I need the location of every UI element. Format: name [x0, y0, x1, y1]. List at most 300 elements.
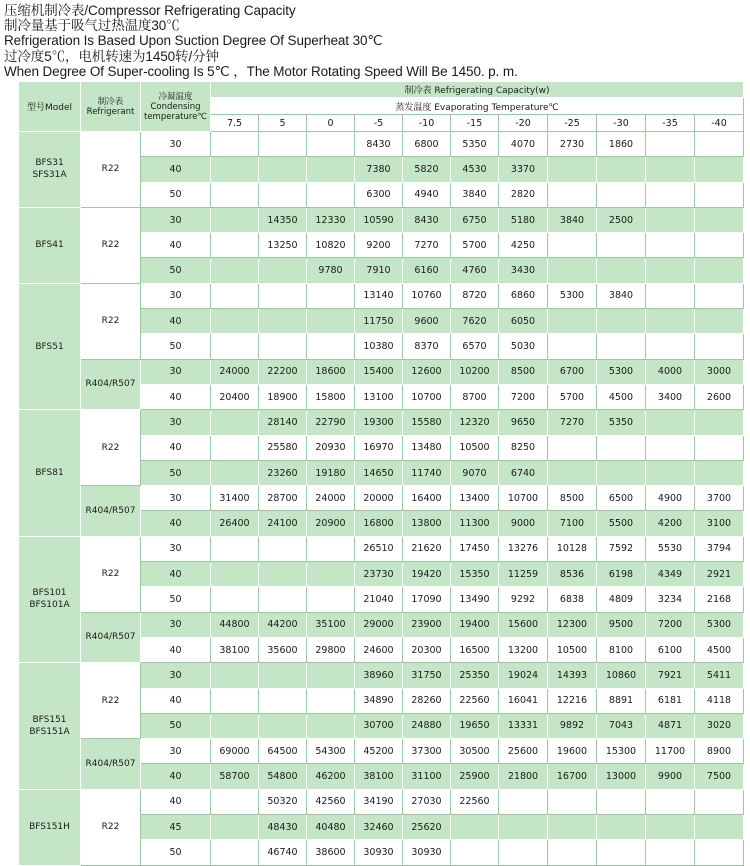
capacity-cell: 12300: [548, 612, 597, 637]
condensing-temp-cell: 30: [141, 132, 211, 157]
capacity-cell: [695, 840, 744, 865]
model-cell: BFS81: [19, 410, 81, 536]
capacity-cell: [307, 562, 355, 587]
capacity-cell: 13200: [499, 637, 548, 662]
condensing-temp-cell: 50: [141, 713, 211, 738]
capacity-cell: 44800: [211, 612, 259, 637]
capacity-cell: [307, 334, 355, 359]
capacity-cell: 18600: [307, 359, 355, 384]
capacity-cell: 11300: [451, 511, 499, 536]
capacity-cell: [695, 283, 744, 308]
capacity-cell: [307, 688, 355, 713]
capacity-cell: 46200: [307, 764, 355, 789]
capacity-cell: 3020: [695, 713, 744, 738]
capacity-cell: 45200: [355, 739, 403, 764]
condensing-temp-cell: 30: [141, 486, 211, 511]
capacity-cell: 5350: [597, 410, 646, 435]
condensing-temp-cell: 50: [141, 840, 211, 865]
header-line-cn-superheat: 制冷量基于吸气过热温度30℃: [4, 18, 180, 34]
capacity-cell: [597, 182, 646, 207]
capacity-cell: [646, 258, 695, 283]
capacity-cell: 7043: [597, 713, 646, 738]
capacity-cell: 38100: [211, 637, 259, 662]
capacity-cell: 29800: [307, 637, 355, 662]
capacity-cell: 15600: [499, 612, 548, 637]
header-model: 型号Model: [19, 82, 81, 132]
capacity-cell: [597, 460, 646, 485]
capacity-cell: 9650: [499, 410, 548, 435]
condensing-temp-cell: 45: [141, 815, 211, 840]
header-condensing-temp: 冷凝温度 Condensing temperature℃: [141, 82, 211, 132]
capacity-cell: 30700: [355, 713, 403, 738]
capacity-cell: [211, 840, 259, 865]
capacity-cell: [307, 309, 355, 334]
capacity-cell: [211, 283, 259, 308]
condensing-temp-cell: 30: [141, 663, 211, 688]
capacity-cell: 38960: [355, 663, 403, 688]
capacity-cell: 7910: [355, 258, 403, 283]
capacity-cell: [259, 157, 307, 182]
condensing-temp-cell: 40: [141, 435, 211, 460]
capacity-cell: [259, 334, 307, 359]
capacity-cell: [646, 435, 695, 460]
capacity-cell: [211, 815, 259, 840]
capacity-cell: 2168: [695, 587, 744, 612]
capacity-cell: 30500: [451, 739, 499, 764]
condensing-temp-cell: 50: [141, 182, 211, 207]
model-cell: BFS101 BFS101A: [19, 536, 81, 662]
refrigerant-cell: R404/R507: [81, 359, 141, 410]
capacity-cell: 1860: [597, 132, 646, 157]
capacity-cell: 34190: [355, 789, 403, 814]
capacity-cell: 4250: [499, 233, 548, 258]
capacity-cell: 2600: [695, 384, 744, 409]
capacity-cell: 16800: [355, 511, 403, 536]
condensing-temp-cell: 50: [141, 460, 211, 485]
capacity-cell: 38100: [355, 764, 403, 789]
capacity-cell: 23900: [403, 612, 451, 637]
condensing-temp-cell: 40: [141, 688, 211, 713]
capacity-cell: [548, 789, 597, 814]
capacity-cell: [307, 713, 355, 738]
capacity-cell: 20400: [211, 384, 259, 409]
condensing-temp-cell: 40: [141, 562, 211, 587]
capacity-cell: 6181: [646, 688, 695, 713]
capacity-cell: 3400: [646, 384, 695, 409]
condensing-temp-cell: 30: [141, 739, 211, 764]
evap-temp-header: 5: [259, 115, 307, 132]
capacity-cell: 8100: [597, 637, 646, 662]
model-cell: BFS151 BFS151A: [19, 663, 81, 789]
capacity-cell: [259, 258, 307, 283]
capacity-cell: [597, 334, 646, 359]
capacity-cell: 10760: [403, 283, 451, 308]
capacity-cell: 28260: [403, 688, 451, 713]
capacity-cell: 7100: [548, 511, 597, 536]
capacity-cell: 21040: [355, 587, 403, 612]
capacity-cell: [548, 840, 597, 865]
capacity-cell: 7380: [355, 157, 403, 182]
condensing-temp-cell: 50: [141, 258, 211, 283]
refrigerant-cell: R404/R507: [81, 486, 141, 537]
capacity-cell: 21620: [403, 536, 451, 561]
condensing-temp-cell: 40: [141, 637, 211, 662]
capacity-cell: 69000: [211, 739, 259, 764]
capacity-cell: [211, 157, 259, 182]
capacity-cell: [259, 132, 307, 157]
capacity-cell: 3000: [695, 359, 744, 384]
capacity-cell: 28700: [259, 486, 307, 511]
capacity-cell: 6750: [451, 207, 499, 232]
capacity-cell: 12330: [307, 207, 355, 232]
table-row: [19, 536, 744, 561]
capacity-cell: 30930: [403, 840, 451, 865]
capacity-cell: [307, 587, 355, 612]
capacity-table: [18, 81, 744, 866]
capacity-cell: 8430: [355, 132, 403, 157]
capacity-cell: [548, 182, 597, 207]
capacity-cell: [548, 258, 597, 283]
capacity-cell: 16700: [548, 764, 597, 789]
capacity-cell: 7620: [451, 309, 499, 334]
table-row: [19, 207, 744, 232]
table-row: [19, 486, 744, 511]
capacity-cell: 35600: [259, 637, 307, 662]
capacity-cell: 8700: [451, 384, 499, 409]
capacity-cell: 6100: [646, 637, 695, 662]
capacity-cell: 9292: [499, 587, 548, 612]
evap-temp-header: 7.5: [211, 115, 259, 132]
refrigerant-cell: R22: [81, 663, 141, 739]
capacity-cell: [307, 132, 355, 157]
capacity-cell: 3840: [451, 182, 499, 207]
capacity-cell: 16041: [499, 688, 548, 713]
condensing-temp-cell: 40: [141, 789, 211, 814]
header-line-en-subcooling: When Degree Of Super-cooling Is 5℃ ，The Motor Rotating Speed Will Be 1450. p. m.: [4, 63, 518, 79]
capacity-cell: [499, 789, 548, 814]
capacity-cell: [211, 435, 259, 460]
capacity-cell: [451, 815, 499, 840]
header-title: 压缩机制冷表/Compressor Refrigerating Capacity: [4, 3, 296, 18]
capacity-cell: 15800: [307, 384, 355, 409]
capacity-cell: 46740: [259, 840, 307, 865]
condensing-temp-cell: 40: [141, 233, 211, 258]
capacity-cell: 8370: [403, 334, 451, 359]
condensing-temp-cell: 40: [141, 511, 211, 536]
capacity-cell: 4070: [499, 132, 548, 157]
capacity-cell: 4871: [646, 713, 695, 738]
capacity-cell: [259, 562, 307, 587]
capacity-cell: 10590: [355, 207, 403, 232]
capacity-cell: 31100: [403, 764, 451, 789]
condensing-temp-cell: 30: [141, 207, 211, 232]
capacity-cell: [597, 309, 646, 334]
capacity-cell: 10820: [307, 233, 355, 258]
capacity-cell: [307, 663, 355, 688]
capacity-cell: 3700: [695, 486, 744, 511]
capacity-cell: [695, 435, 744, 460]
capacity-cell: 25350: [451, 663, 499, 688]
capacity-cell: 24000: [307, 486, 355, 511]
capacity-cell: 3840: [548, 207, 597, 232]
capacity-cell: 12320: [451, 410, 499, 435]
capacity-cell: [646, 840, 695, 865]
capacity-cell: 13490: [451, 587, 499, 612]
capacity-cell: 6300: [355, 182, 403, 207]
evap-temp-header: -35: [646, 115, 695, 132]
capacity-cell: 13480: [403, 435, 451, 460]
capacity-cell: 37300: [403, 739, 451, 764]
capacity-cell: [695, 157, 744, 182]
capacity-cell: 7270: [548, 410, 597, 435]
capacity-cell: 5700: [451, 233, 499, 258]
capacity-cell: 6500: [597, 486, 646, 511]
capacity-cell: 13100: [355, 384, 403, 409]
capacity-cell: 34890: [355, 688, 403, 713]
capacity-cell: 44200: [259, 612, 307, 637]
capacity-cell: 6700: [548, 359, 597, 384]
capacity-cell: 14650: [355, 460, 403, 485]
capacity-cell: 50320: [259, 789, 307, 814]
capacity-cell: 19650: [451, 713, 499, 738]
capacity-cell: [548, 233, 597, 258]
header-refrigerant: 制冷表 Refrigerant: [81, 82, 141, 132]
table-row: [19, 663, 744, 688]
capacity-cell: [211, 334, 259, 359]
condensing-temp-cell: 50: [141, 587, 211, 612]
capacity-cell: 20000: [355, 486, 403, 511]
condensing-temp-cell: 30: [141, 410, 211, 435]
capacity-cell: 9000: [499, 511, 548, 536]
capacity-cell: [259, 283, 307, 308]
capacity-cell: 10200: [451, 359, 499, 384]
condensing-temp-cell: 30: [141, 359, 211, 384]
capacity-cell: 54300: [307, 739, 355, 764]
capacity-cell: [451, 840, 499, 865]
table-row: [19, 789, 744, 814]
refrigerant-cell: R22: [81, 132, 141, 208]
capacity-cell: 19180: [307, 460, 355, 485]
condensing-temp-cell: 40: [141, 309, 211, 334]
header-line-en-superheat: Refrigeration Is Based Upon Suction Degree Of Superheat 30℃: [4, 33, 383, 49]
capacity-cell: [548, 815, 597, 840]
capacity-cell: 13140: [355, 283, 403, 308]
capacity-cell: [211, 587, 259, 612]
refrigerant-cell: R22: [81, 536, 141, 612]
capacity-cell: [646, 207, 695, 232]
capacity-cell: 27030: [403, 789, 451, 814]
capacity-cell: 12600: [403, 359, 451, 384]
capacity-cell: 30930: [355, 840, 403, 865]
capacity-cell: [211, 233, 259, 258]
capacity-cell: 4760: [451, 258, 499, 283]
capacity-cell: 9892: [548, 713, 597, 738]
refrigerant-cell: R22: [81, 283, 141, 359]
capacity-cell: 28140: [259, 410, 307, 435]
capacity-cell: 25900: [451, 764, 499, 789]
capacity-cell: 4349: [646, 562, 695, 587]
capacity-cell: 64500: [259, 739, 307, 764]
capacity-cell: [548, 334, 597, 359]
capacity-cell: 2820: [499, 182, 548, 207]
capacity-cell: 15580: [403, 410, 451, 435]
capacity-cell: [211, 182, 259, 207]
capacity-cell: 2921: [695, 562, 744, 587]
capacity-cell: [646, 182, 695, 207]
capacity-cell: 7500: [695, 764, 744, 789]
table-row: [19, 739, 744, 764]
capacity-cell: [695, 460, 744, 485]
capacity-cell: 4940: [403, 182, 451, 207]
capacity-cell: 3234: [646, 587, 695, 612]
capacity-cell: 5300: [695, 612, 744, 637]
capacity-cell: [259, 688, 307, 713]
capacity-cell: 16400: [403, 486, 451, 511]
capacity-cell: [211, 688, 259, 713]
capacity-cell: 3100: [695, 511, 744, 536]
evap-temp-header: -25: [548, 115, 597, 132]
capacity-cell: 5300: [597, 359, 646, 384]
capacity-cell: [499, 840, 548, 865]
capacity-cell: 6740: [499, 460, 548, 485]
capacity-cell: 8536: [548, 562, 597, 587]
capacity-cell: 9070: [451, 460, 499, 485]
capacity-cell: 3794: [695, 536, 744, 561]
capacity-cell: 5180: [499, 207, 548, 232]
capacity-cell: 8250: [499, 435, 548, 460]
capacity-cell: 15300: [597, 739, 646, 764]
capacity-cell: [695, 233, 744, 258]
capacity-cell: 11750: [355, 309, 403, 334]
capacity-cell: 20930: [307, 435, 355, 460]
capacity-cell: 22560: [451, 789, 499, 814]
capacity-cell: 13331: [499, 713, 548, 738]
model-cell: BFS51: [19, 283, 81, 409]
capacity-cell: 40480: [307, 815, 355, 840]
capacity-cell: 22790: [307, 410, 355, 435]
capacity-cell: 19400: [451, 612, 499, 637]
capacity-cell: [548, 157, 597, 182]
capacity-cell: [259, 587, 307, 612]
capacity-cell: 19420: [403, 562, 451, 587]
capacity-cell: [695, 258, 744, 283]
capacity-cell: 7200: [646, 612, 695, 637]
capacity-cell: [695, 815, 744, 840]
capacity-cell: 42560: [307, 789, 355, 814]
capacity-cell: [646, 334, 695, 359]
capacity-cell: 9500: [597, 612, 646, 637]
model-cell: BFS41: [19, 207, 81, 283]
capacity-cell: 9900: [646, 764, 695, 789]
capacity-cell: [695, 132, 744, 157]
capacity-cell: 10500: [548, 637, 597, 662]
capacity-cell: 15400: [355, 359, 403, 384]
capacity-cell: [211, 663, 259, 688]
condensing-temp-cell: 50: [141, 334, 211, 359]
capacity-cell: 20900: [307, 511, 355, 536]
capacity-cell: [597, 435, 646, 460]
capacity-cell: 11740: [403, 460, 451, 485]
capacity-cell: 4000: [646, 359, 695, 384]
capacity-cell: 29000: [355, 612, 403, 637]
capacity-cell: [211, 789, 259, 814]
capacity-cell: [211, 309, 259, 334]
capacity-cell: 38600: [307, 840, 355, 865]
capacity-cell: [646, 789, 695, 814]
header-block: [4, 3, 749, 79]
refrigerant-cell: R22: [81, 207, 141, 283]
capacity-cell: 22200: [259, 359, 307, 384]
capacity-cell: 4200: [646, 511, 695, 536]
capacity-cell: 13276: [499, 536, 548, 561]
capacity-cell: 5350: [451, 132, 499, 157]
header-evap-title: 蒸发温度 Evaporating Temperature℃: [211, 98, 744, 115]
refrigerant-cell: R22: [81, 789, 141, 865]
capacity-cell: [499, 815, 548, 840]
capacity-cell: [259, 663, 307, 688]
capacity-cell: [307, 536, 355, 561]
condensing-temp-cell: 30: [141, 612, 211, 637]
capacity-cell: 11259: [499, 562, 548, 587]
capacity-cell: [548, 309, 597, 334]
capacity-cell: 31750: [403, 663, 451, 688]
capacity-cell: 25620: [403, 815, 451, 840]
capacity-cell: 14393: [548, 663, 597, 688]
capacity-cell: 6050: [499, 309, 548, 334]
capacity-cell: 26400: [211, 511, 259, 536]
capacity-cell: 2730: [548, 132, 597, 157]
model-cell: BFS151H: [19, 789, 81, 865]
header-capacity-title: 制冷表 Refrigerating Capacity(w): [211, 82, 744, 98]
capacity-cell: [211, 258, 259, 283]
capacity-cell: [695, 789, 744, 814]
capacity-cell: 31400: [211, 486, 259, 511]
capacity-cell: 19600: [548, 739, 597, 764]
capacity-cell: [548, 435, 597, 460]
capacity-cell: [548, 460, 597, 485]
capacity-cell: 5500: [597, 511, 646, 536]
capacity-cell: [259, 182, 307, 207]
capacity-cell: [211, 207, 259, 232]
capacity-cell: 24000: [211, 359, 259, 384]
table-row: [19, 359, 744, 384]
refrigerant-cell: R404/R507: [81, 739, 141, 790]
capacity-cell: 10700: [403, 384, 451, 409]
condensing-temp-cell: 30: [141, 536, 211, 561]
capacity-cell: [307, 157, 355, 182]
capacity-cell: 16970: [355, 435, 403, 460]
refrigerant-cell: R22: [81, 410, 141, 486]
table-row: [19, 612, 744, 637]
condensing-temp-cell: 40: [141, 384, 211, 409]
capacity-cell: 16500: [451, 637, 499, 662]
condensing-temp-cell: 30: [141, 283, 211, 308]
capacity-cell: [211, 410, 259, 435]
capacity-cell: 21800: [499, 764, 548, 789]
capacity-cell: 5300: [548, 283, 597, 308]
capacity-cell: [307, 182, 355, 207]
capacity-cell: 7200: [499, 384, 548, 409]
capacity-cell: 19024: [499, 663, 548, 688]
capacity-cell: 5030: [499, 334, 548, 359]
capacity-cell: 32460: [355, 815, 403, 840]
capacity-cell: 6570: [451, 334, 499, 359]
capacity-cell: 13250: [259, 233, 307, 258]
capacity-cell: [211, 460, 259, 485]
capacity-cell: 10860: [597, 663, 646, 688]
capacity-cell: 3430: [499, 258, 548, 283]
capacity-cell: 10380: [355, 334, 403, 359]
